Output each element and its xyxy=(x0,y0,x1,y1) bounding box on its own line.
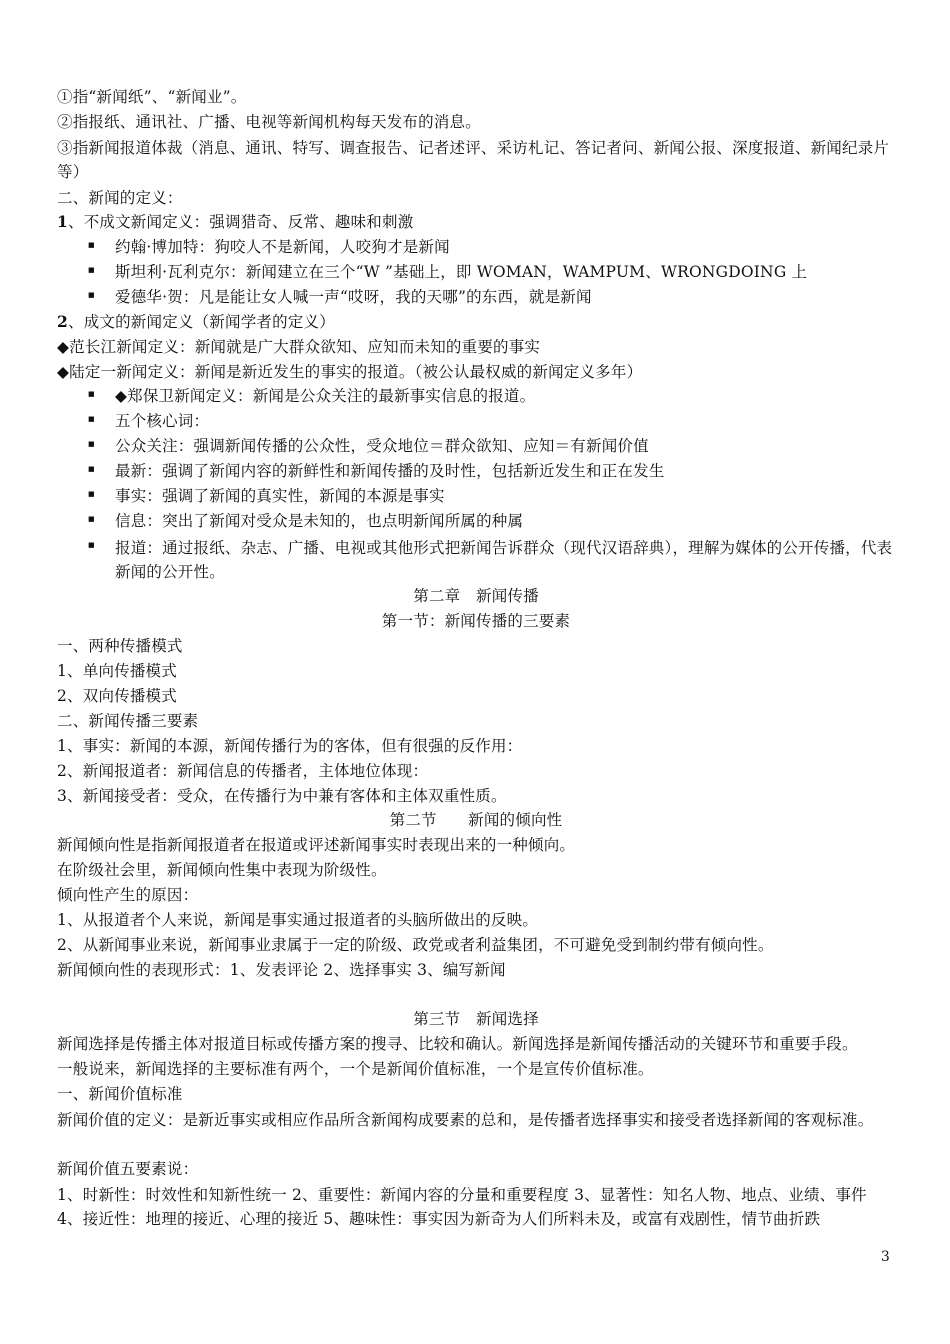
text-line: 1、单向传播模式 xyxy=(57,662,177,680)
text-line xyxy=(57,311,895,333)
bullet-icon xyxy=(88,385,98,407)
bullet-text: 报道：通过报纸、杂志、广播、电视或其他形式把新闻告诉群众（现代汉语辞典），理解为媒体的公开传播，代表新闻的公开性。 xyxy=(115,539,893,581)
bullet-icon xyxy=(88,485,98,507)
section-heading: 第二节 新闻的倾向性 xyxy=(389,811,563,829)
item-number: 2 xyxy=(57,312,68,331)
text-line: ①指“新闻纸”、“新闻业”。 xyxy=(57,88,247,106)
text-line: 倾向性产生的原因： xyxy=(57,886,199,904)
bullet-text: 五个核心词： xyxy=(115,412,210,430)
text-paragraph: ③指新闻报道体裁（消息、通讯、特写、调查报告、记者述评、采访札记、答记者问、新闻公报、深度报道、新闻纪录片等） xyxy=(57,139,890,181)
bullet-icon xyxy=(88,460,98,482)
bullet-icon xyxy=(88,261,98,283)
text-line: 新闻倾向性的表现形式：1、发表评论 2、选择事实 3、编写新闻 xyxy=(57,961,506,979)
bullet-text: 斯坦利·瓦利克尔：新闻建立在三个“W ”基础上，即 WOMAN，WAMPUM、WRONGDOING 上 xyxy=(115,263,808,281)
text-line: 新闻价值五要素说： xyxy=(57,1160,199,1178)
text-line: ◆范长江新闻定义：新闻就是广大群众欲知、应知而未知的重要的事实 xyxy=(57,338,541,356)
text-line: 在阶级社会里，新闻倾向性集中表现为阶级性。 xyxy=(57,861,387,879)
item-number: 1 xyxy=(57,212,68,231)
bullet-text: 信息：突出了新闻对受众是未知的，也点明新闻所属的种属 xyxy=(115,512,524,530)
bullet-icon xyxy=(88,510,98,532)
section-heading: 二、新闻的定义： xyxy=(57,189,183,207)
text-paragraph: 新闻价值的定义：是新近事实或相应作品所含新闻构成要素的总和，是传播者选择事实和接受者选择新闻的客观标准。 xyxy=(57,1111,874,1129)
bullet-text: 公众关注：强调新闻传播的公众性，受众地位＝群众欲知、应知＝有新闻价值 xyxy=(115,437,649,455)
bullet-text: 约翰·博加特：狗咬人不是新闻，人咬狗才是新闻 xyxy=(115,238,450,256)
text-line: 一、两种传播模式 xyxy=(57,637,183,655)
chapter-heading: 第二章 新闻传播 xyxy=(413,587,539,605)
bullet-icon xyxy=(88,536,98,558)
text-line: 2、双向传播模式 xyxy=(57,687,177,705)
bullet-text: 爱德华·贺：凡是能让女人喊一声“哎呀，我的天哪”的东西，就是新闻 xyxy=(115,288,592,306)
bullet-text: 事实：强调了新闻的真实性，新闻的本源是事实 xyxy=(115,487,445,505)
text-line: 2、从新闻事业来说，新闻事业隶属于一定的阶级、政党或者利益集团，不可避免受到制约带有倾向性。 xyxy=(57,936,774,954)
bullet-icon xyxy=(88,410,98,432)
bullet-icon xyxy=(88,236,98,258)
bullet-text: ◆郑保卫新闻定义：新闻是公众关注的最新事实信息的报道。 xyxy=(115,387,536,405)
bullet-icon xyxy=(88,286,98,308)
text-line: 一、新闻价值标准 xyxy=(57,1085,183,1103)
text-paragraph: 1、时新性：时效性和知新性统一 2、重要性：新闻内容的分量和重要程度 3、显著性：知名人物、地点、业绩、事件 4、接近性：地理的接近、心理的接近 5、趣味性：事实因为新奇为人们所料未及，或富有戏剧性，情节曲折跌 xyxy=(57,1186,867,1228)
text-paragraph: 新闻选择是传播主体对报道目标或传播方案的搜寻、比较和确认。新闻选择是新闻传播活动的关键环节和重要手段。 xyxy=(57,1035,858,1053)
bullet-icon xyxy=(88,435,98,457)
item-text: 、成文的新闻定义（新闻学者的定义） xyxy=(68,313,335,331)
text-line xyxy=(57,211,895,233)
text-line: 1、从报道者个人来说，新闻是事实通过报道者的头脑所做出的反映。 xyxy=(57,911,539,929)
item-text: 、不成文新闻定义：强调猎奇、反常、趣味和刺激 xyxy=(68,213,414,231)
section-heading: 第一节：新闻传播的三要素 xyxy=(381,612,571,630)
text-line: 新闻倾向性是指新闻报道者在报道或评述新闻事实时表现出来的一种倾向。 xyxy=(57,836,576,854)
text-line: 1、事实：新闻的本源，新闻传播行为的客体，但有很强的反作用： xyxy=(57,737,523,755)
text-line: ◆陆定一新闻定义：新闻是新近发生的事实的报道。（被公认最权威的新闻定义多年） xyxy=(57,363,643,381)
text-line: 一般说来，新闻选择的主要标准有两个，一个是新闻价值标准，一个是宣传价值标准。 xyxy=(57,1060,654,1078)
text-line: 二、新闻传播三要素 xyxy=(57,712,199,730)
text-line: 2、新闻报道者：新闻信息的传播者，主体地位体现： xyxy=(57,762,429,780)
section-heading: 第三节 新闻选择 xyxy=(413,1010,539,1028)
text-line: 3、新闻接受者：受众，在传播行为中兼有客体和主体双重性质。 xyxy=(57,787,507,805)
bullet-text: 最新：强调了新闻内容的新鲜性和新闻传播的及时性，包括新近发生和正在发生 xyxy=(115,462,665,480)
page-number: 3 xyxy=(880,1249,890,1265)
text-line: ②指报纸、通讯社、广播、电视等新闻机构每天发布的消息。 xyxy=(57,113,481,131)
